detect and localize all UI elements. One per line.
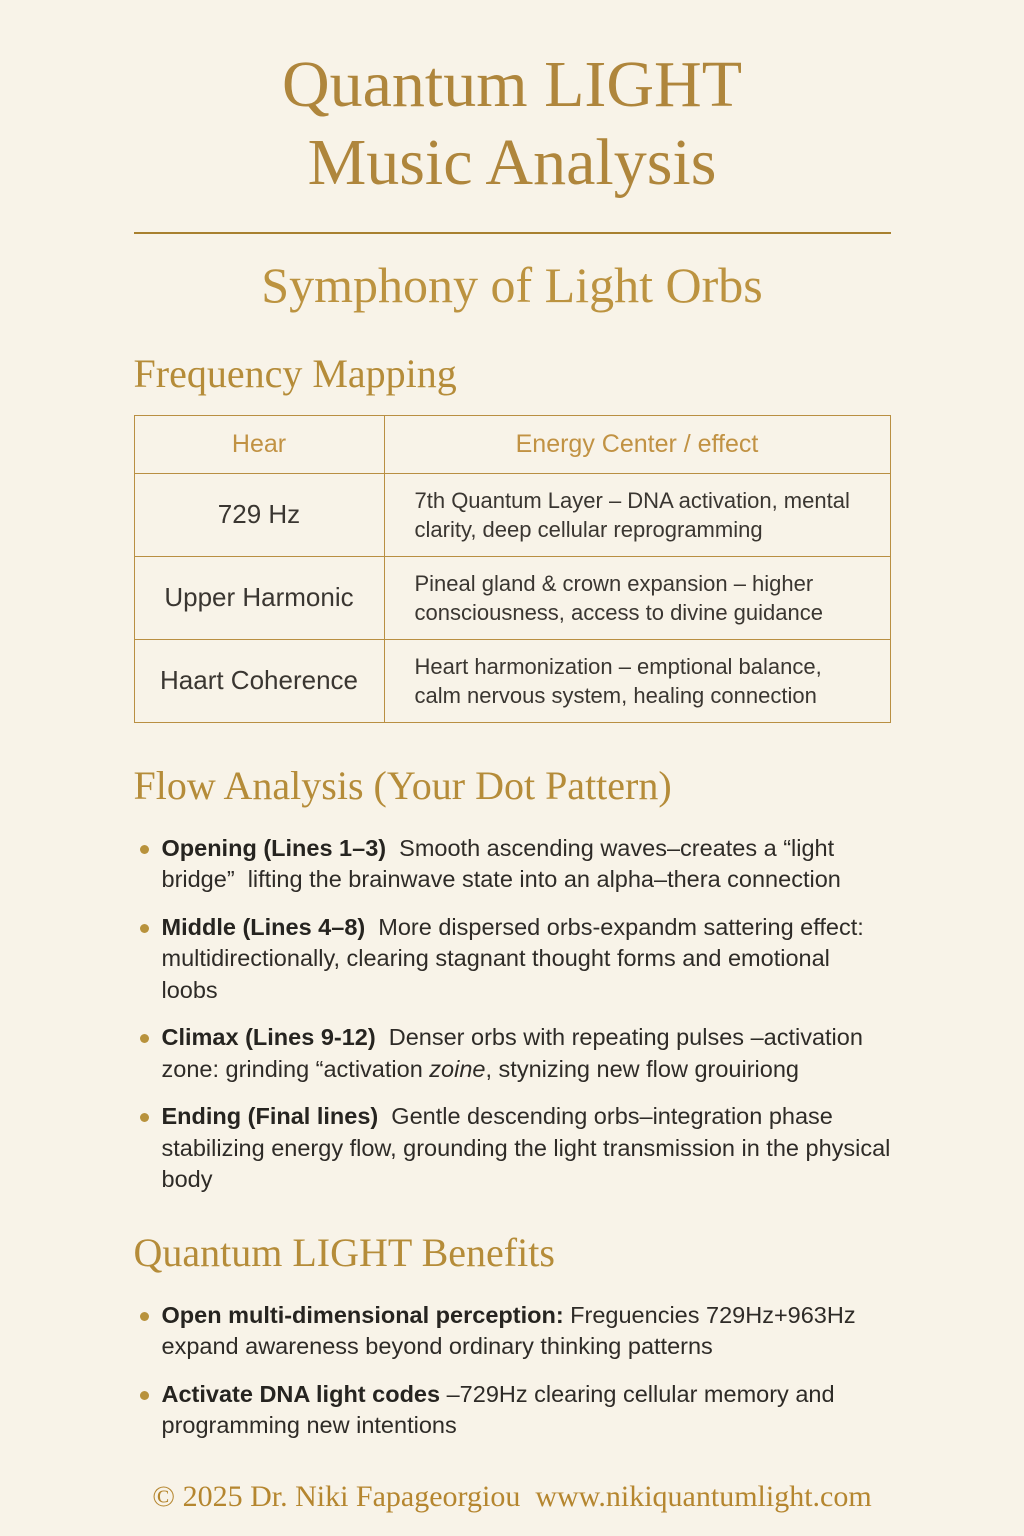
list-item-body: , stynizing new flow grouiriong — [485, 1055, 799, 1082]
list-item-body: Denser orbs with repeating pulses –activation zone: grinding “activation — [161, 1024, 870, 1082]
footer-copyright: © 2025 Dr. Niki Fapageorgiou www.nikiquantumlight.com — [152, 1480, 872, 1513]
table-cell-frequency: Upper Harmonic — [134, 556, 384, 639]
table-row — [134, 473, 890, 556]
list-item-text — [162, 833, 891, 896]
list-item-lead: Climax (Lines 9-12) — [161, 1024, 376, 1051]
table-cell-frequency: Haart Coherence — [134, 639, 384, 722]
content-area — [133, 350, 897, 1442]
list-item-opening — [140, 833, 891, 896]
list-item-italic: zoine — [429, 1055, 486, 1082]
table-cell-effect: Pineal gland & crown expansion – higher consciousness, access to divine guidance — [384, 556, 890, 639]
table-row — [134, 639, 890, 722]
table-row — [134, 556, 890, 639]
list-item-perception — [140, 1300, 891, 1363]
list-item-body: More dispersed orbs-expandm sattering effect: multidirectionally, clearing stagnant thought forms and emotional loobs — [161, 913, 871, 1003]
list-item-middle — [140, 912, 891, 1006]
section-heading-frequency-mapping: Frequency Mapping — [133, 350, 457, 396]
bullet-dot-icon — [140, 1312, 149, 1321]
list-item-text — [162, 912, 891, 1006]
list-item-body: Gentle descending orbs–integration phase stabilizing energy flow, grounding the light transmission in the physical body — [161, 1103, 897, 1193]
list-item-body: Smooth ascending waves–creates a “light bridge” lifting the brainwave state into an alpha–thera connection — [161, 834, 841, 893]
benefits-list — [134, 1300, 891, 1442]
list-item-text — [161, 1101, 897, 1195]
bullet-dot-icon — [140, 1113, 149, 1122]
list-item-body: Freguencies 729Hz+963Hz expand awareness beyond ordinary thinking patterns — [161, 1301, 863, 1360]
page-title — [0, 46, 1024, 202]
table-header-energy-center: Energy Center / effect — [384, 415, 890, 473]
divider-line — [134, 232, 891, 234]
list-item-lead: Ending (Final lines) — [161, 1103, 379, 1130]
list-item-lead: Opening (Lines 1–3) — [161, 834, 387, 861]
list-item-lead: Activate DNA light codes — [161, 1380, 441, 1407]
list-item-text — [162, 1300, 891, 1363]
list-item-climax — [140, 1022, 891, 1085]
bullet-dot-icon — [140, 1391, 149, 1400]
page-title-line2: Music Analysis — [307, 125, 717, 199]
list-item-ending — [140, 1101, 897, 1195]
table-cell-effect: 7th Quantum Layer – DNA activation, mental clarity, deep cellular reprogramming — [384, 473, 890, 556]
bullet-dot-icon — [140, 924, 149, 933]
bullet-dot-icon — [140, 1034, 149, 1043]
frequency-mapping-table — [134, 415, 891, 723]
table-header-hear: Hear — [134, 415, 384, 473]
section-heading-benefits: Quantum LIGHT Benefits — [133, 1229, 555, 1275]
list-item-dna-codes — [140, 1379, 891, 1442]
subtitle: Symphony of Light Orbs — [261, 256, 763, 313]
section-heading-flow-analysis: Flow Analysis (Your Dot Pattern) — [133, 762, 672, 808]
table-cell-frequency: 729 Hz — [134, 473, 384, 556]
list-item-lead: Open multi-dimensional perception: — [161, 1301, 564, 1328]
list-item-lead: Middle (Lines 4–8) — [161, 913, 366, 940]
flow-analysis-list — [134, 833, 897, 1196]
page-title-line1: Quantum LIGHT — [281, 48, 743, 121]
list-item-text — [162, 1022, 891, 1085]
table-cell-effect: Heart harmonization – emptional balance, calm nervous system, healing connection — [384, 639, 890, 722]
list-item-text — [162, 1379, 891, 1442]
table-header-row — [134, 415, 890, 473]
bullet-dot-icon — [140, 845, 149, 854]
list-item-body: –729Hz clearing cellular memory and programming new intentions — [161, 1380, 842, 1439]
